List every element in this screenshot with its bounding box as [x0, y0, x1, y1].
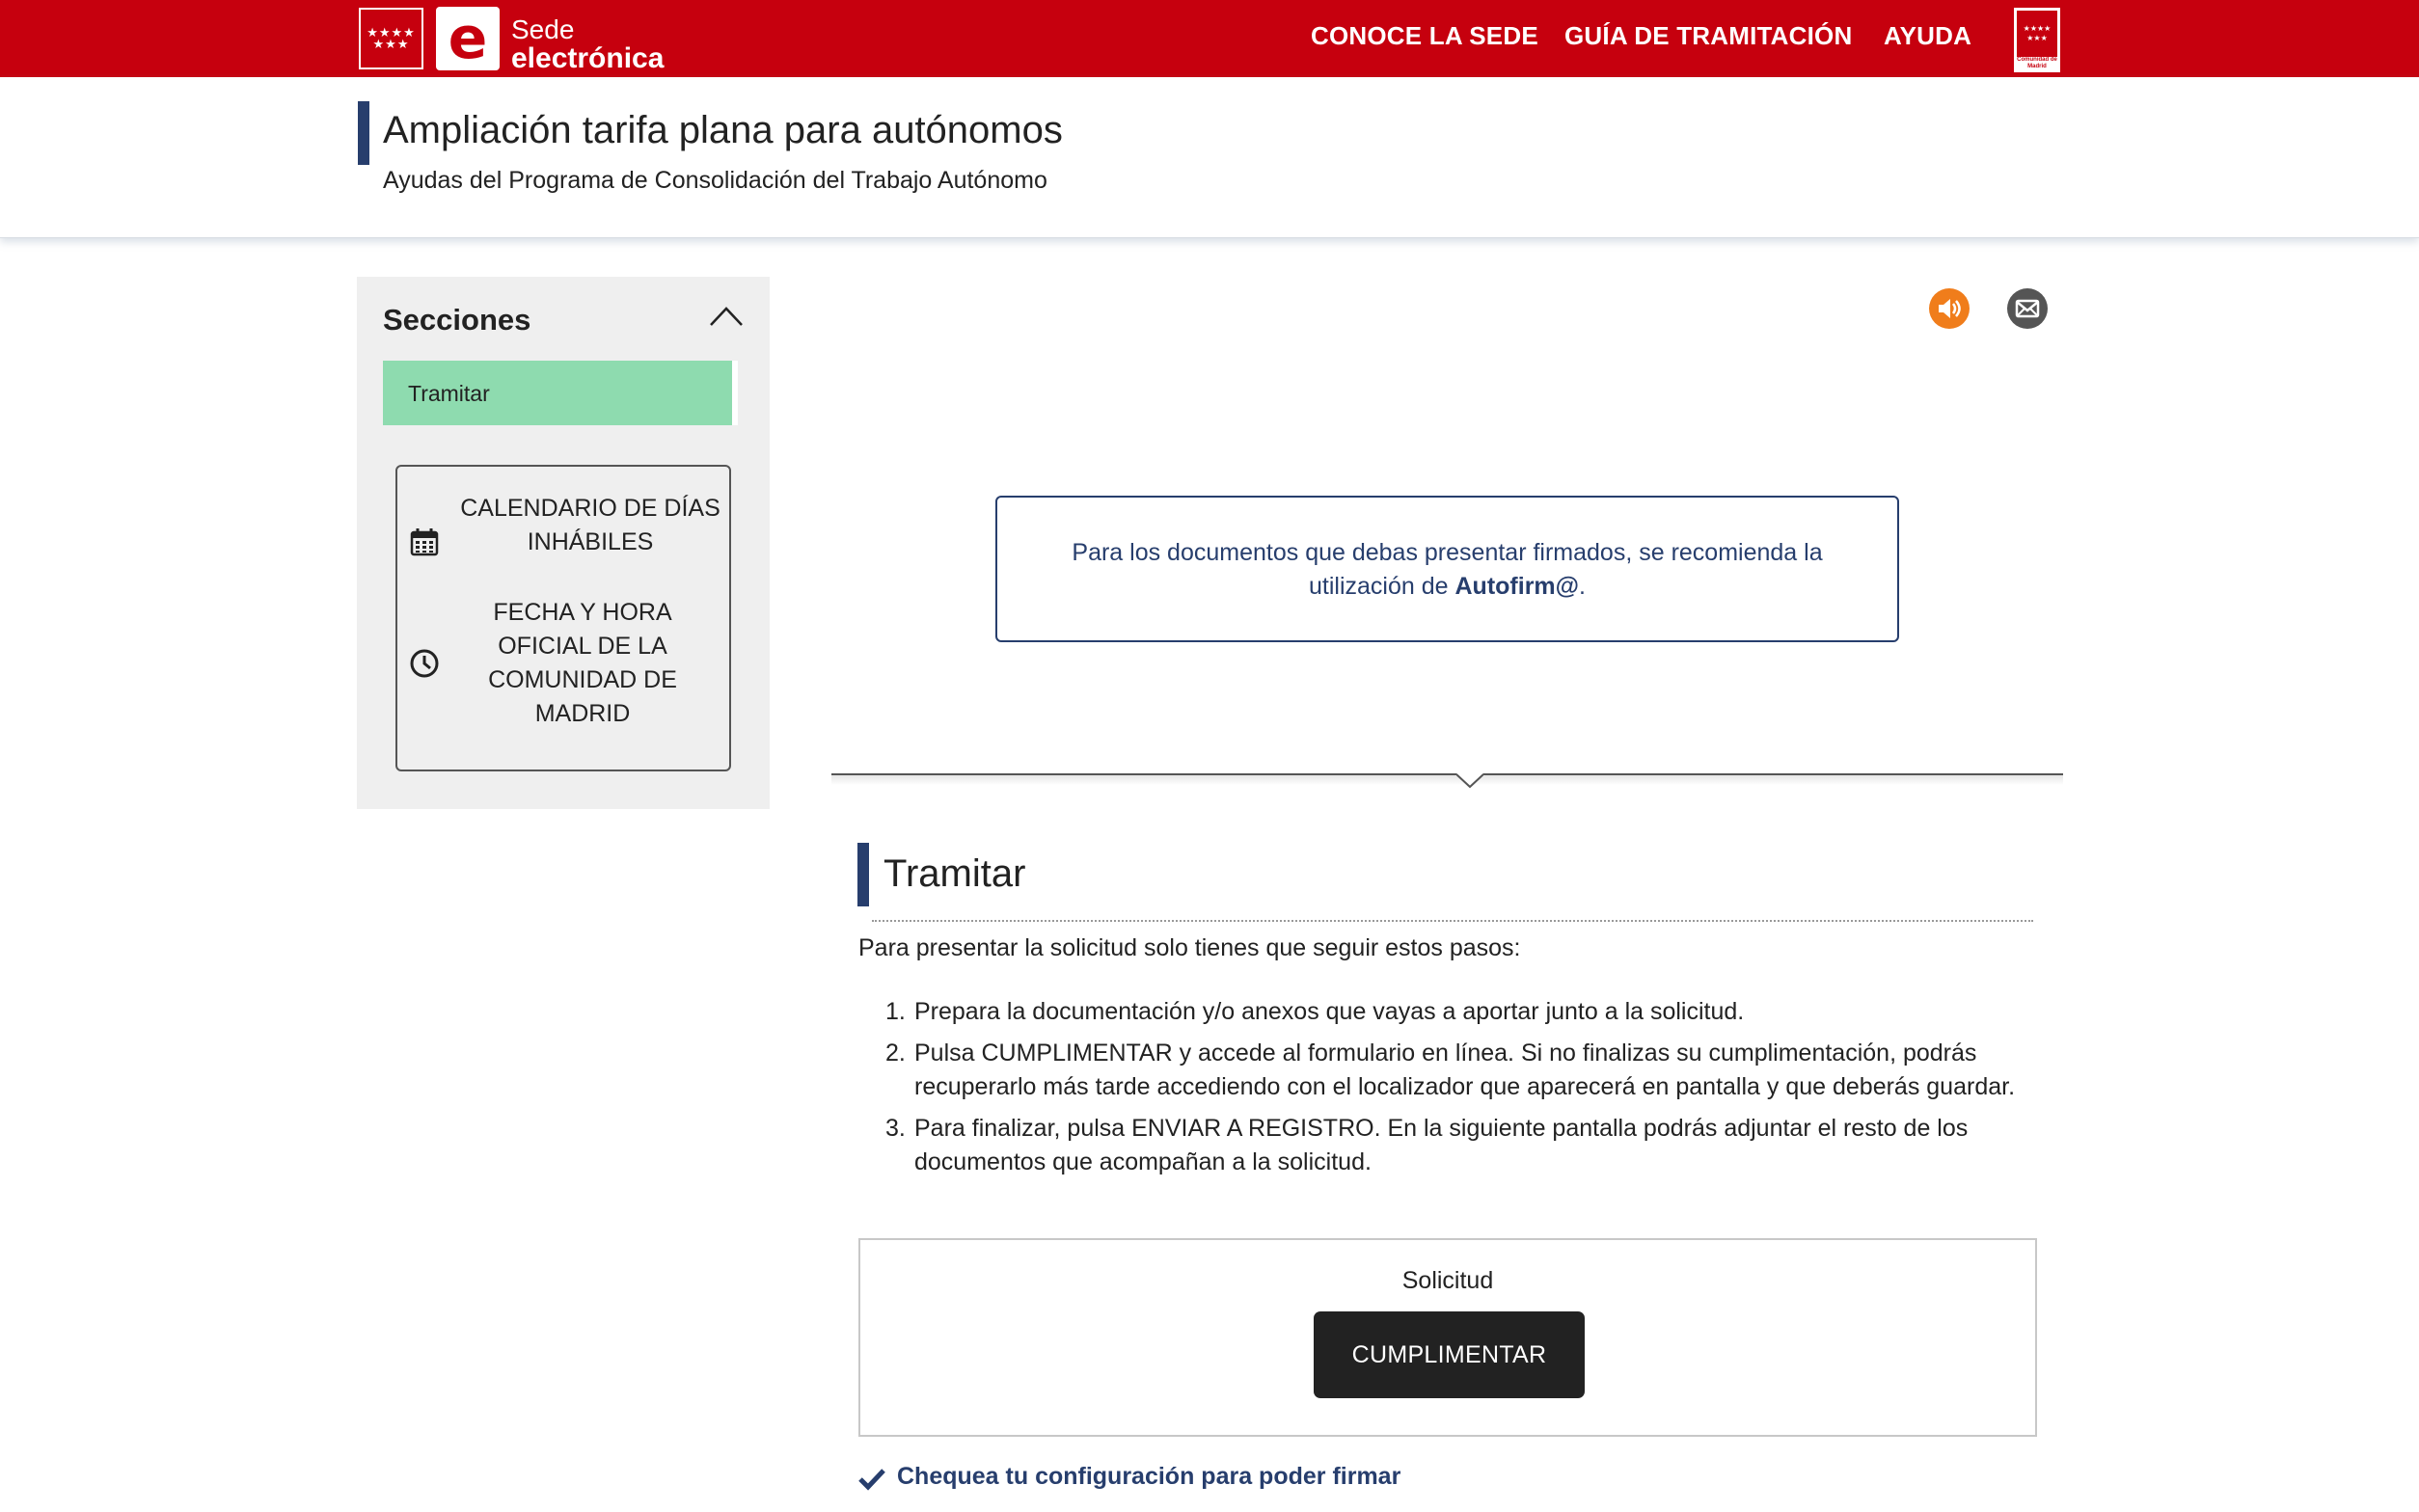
- nav-conoce-la-sede[interactable]: CONOCE LA SEDE: [1311, 21, 1538, 50]
- divider-notch: [1456, 771, 1483, 789]
- step-text: Pulsa CUMPLIMENTAR y accede al formulario en línea. Si no finalizas su cumplimentación, podrás recuperarlo más tarde accediendo con el localizador que aparecerá en pantalla y que deberás guardar.: [914, 1040, 2016, 1100]
- step-item: [858, 1112, 2035, 1179]
- brand-line-1: Sede: [511, 14, 575, 44]
- calendar-icon: [409, 526, 440, 557]
- section-divider: [831, 773, 2063, 775]
- chevron-up-icon[interactable]: [708, 304, 745, 329]
- e-letter-icon: e: [448, 5, 488, 72]
- sede-electronica-brand[interactable]: [511, 15, 664, 73]
- sidebar-item-label: Tramitar: [408, 381, 490, 406]
- autofirma-info-box: [995, 496, 1899, 642]
- brand-line-2: electrónica: [511, 42, 665, 74]
- divider-shadow: [831, 775, 2063, 785]
- top-navigation-bar: [0, 0, 2419, 77]
- sidebar-title: Secciones: [383, 303, 531, 337]
- step-number: 1.: [885, 998, 906, 1025]
- page-subtitle: Ayudas del Programa de Consolidación del Trabajo Autónomo: [383, 167, 1047, 194]
- section-title: Tramitar: [883, 852, 1026, 895]
- clock-icon: [409, 648, 440, 679]
- solicitud-box: [858, 1238, 2037, 1437]
- nav-ayuda[interactable]: AYUDA: [1884, 21, 1972, 50]
- badge-text: Comunidad de Madrid: [2017, 57, 2057, 69]
- info-text-after: .: [1579, 573, 1586, 600]
- info-text: [1017, 536, 1878, 604]
- badge-stars: ★★★★ ★★★: [2017, 11, 2057, 57]
- flag-stars: ★★★★ ★★★: [367, 25, 416, 51]
- step-number: 2.: [885, 1040, 906, 1066]
- step-text: Para finalizar, pulsa ENVIAR A REGISTRO. En la siguiente pantalla podrás adjuntar el resto de los documentos que acompañan a la solicitud.: [914, 1115, 1969, 1175]
- speaker-icon[interactable]: [1928, 287, 1971, 330]
- autofirma-link[interactable]: Autofirm@: [1454, 573, 1580, 600]
- info-text-before: Para los documentos que debas presentar firmados, se recomienda la utilización de: [1072, 539, 1823, 600]
- step-number: 3.: [885, 1115, 906, 1142]
- cumplimentar-button[interactable]: CUMPLIMENTAR: [1314, 1311, 1585, 1398]
- check-link-label: Chequea tu configuración para poder firmar: [897, 1463, 1401, 1490]
- dotted-separator: [872, 920, 2033, 922]
- section-intro: Para presentar la solicitud solo tienes que seguir estos pasos:: [858, 934, 1521, 961]
- link-label: FECHA Y HORA OFICIAL DE LA COMUNIDAD DE MADRID: [488, 599, 677, 727]
- link-calendario-dias-inhabiles[interactable]: [397, 492, 729, 559]
- nav-guia-de-tramitacion[interactable]: GUÍA DE TRAMITACIÓN: [1564, 21, 1853, 50]
- sidebar-item-tramitar[interactable]: [383, 361, 738, 425]
- comunidad-madrid-flag-logo[interactable]: [359, 8, 423, 69]
- step-text: Prepara la documentación y/o anexos que vayas a aportar junto a la solicitud.: [914, 998, 1745, 1025]
- comunidad-madrid-badge[interactable]: [2014, 8, 2060, 72]
- step-item: [858, 995, 2035, 1029]
- title-accent-bar: [358, 101, 369, 165]
- sections-sidebar: [357, 277, 770, 809]
- step-item: [858, 1037, 2035, 1104]
- useful-links-box: [395, 465, 731, 771]
- solicitud-label: Solicitud: [1401, 1267, 1494, 1294]
- sede-e-logo[interactable]: [436, 7, 500, 70]
- check-icon: [857, 1467, 886, 1492]
- link-fecha-hora-oficial[interactable]: [397, 596, 729, 731]
- steps-list: [858, 995, 2035, 1187]
- page-title: Ampliación tarifa plana para autónomos: [383, 109, 1063, 151]
- mail-icon[interactable]: [2006, 287, 2049, 330]
- link-label: CALENDARIO DE DÍAS INHÁBILES: [460, 495, 720, 555]
- section-accent-bar: [857, 843, 869, 906]
